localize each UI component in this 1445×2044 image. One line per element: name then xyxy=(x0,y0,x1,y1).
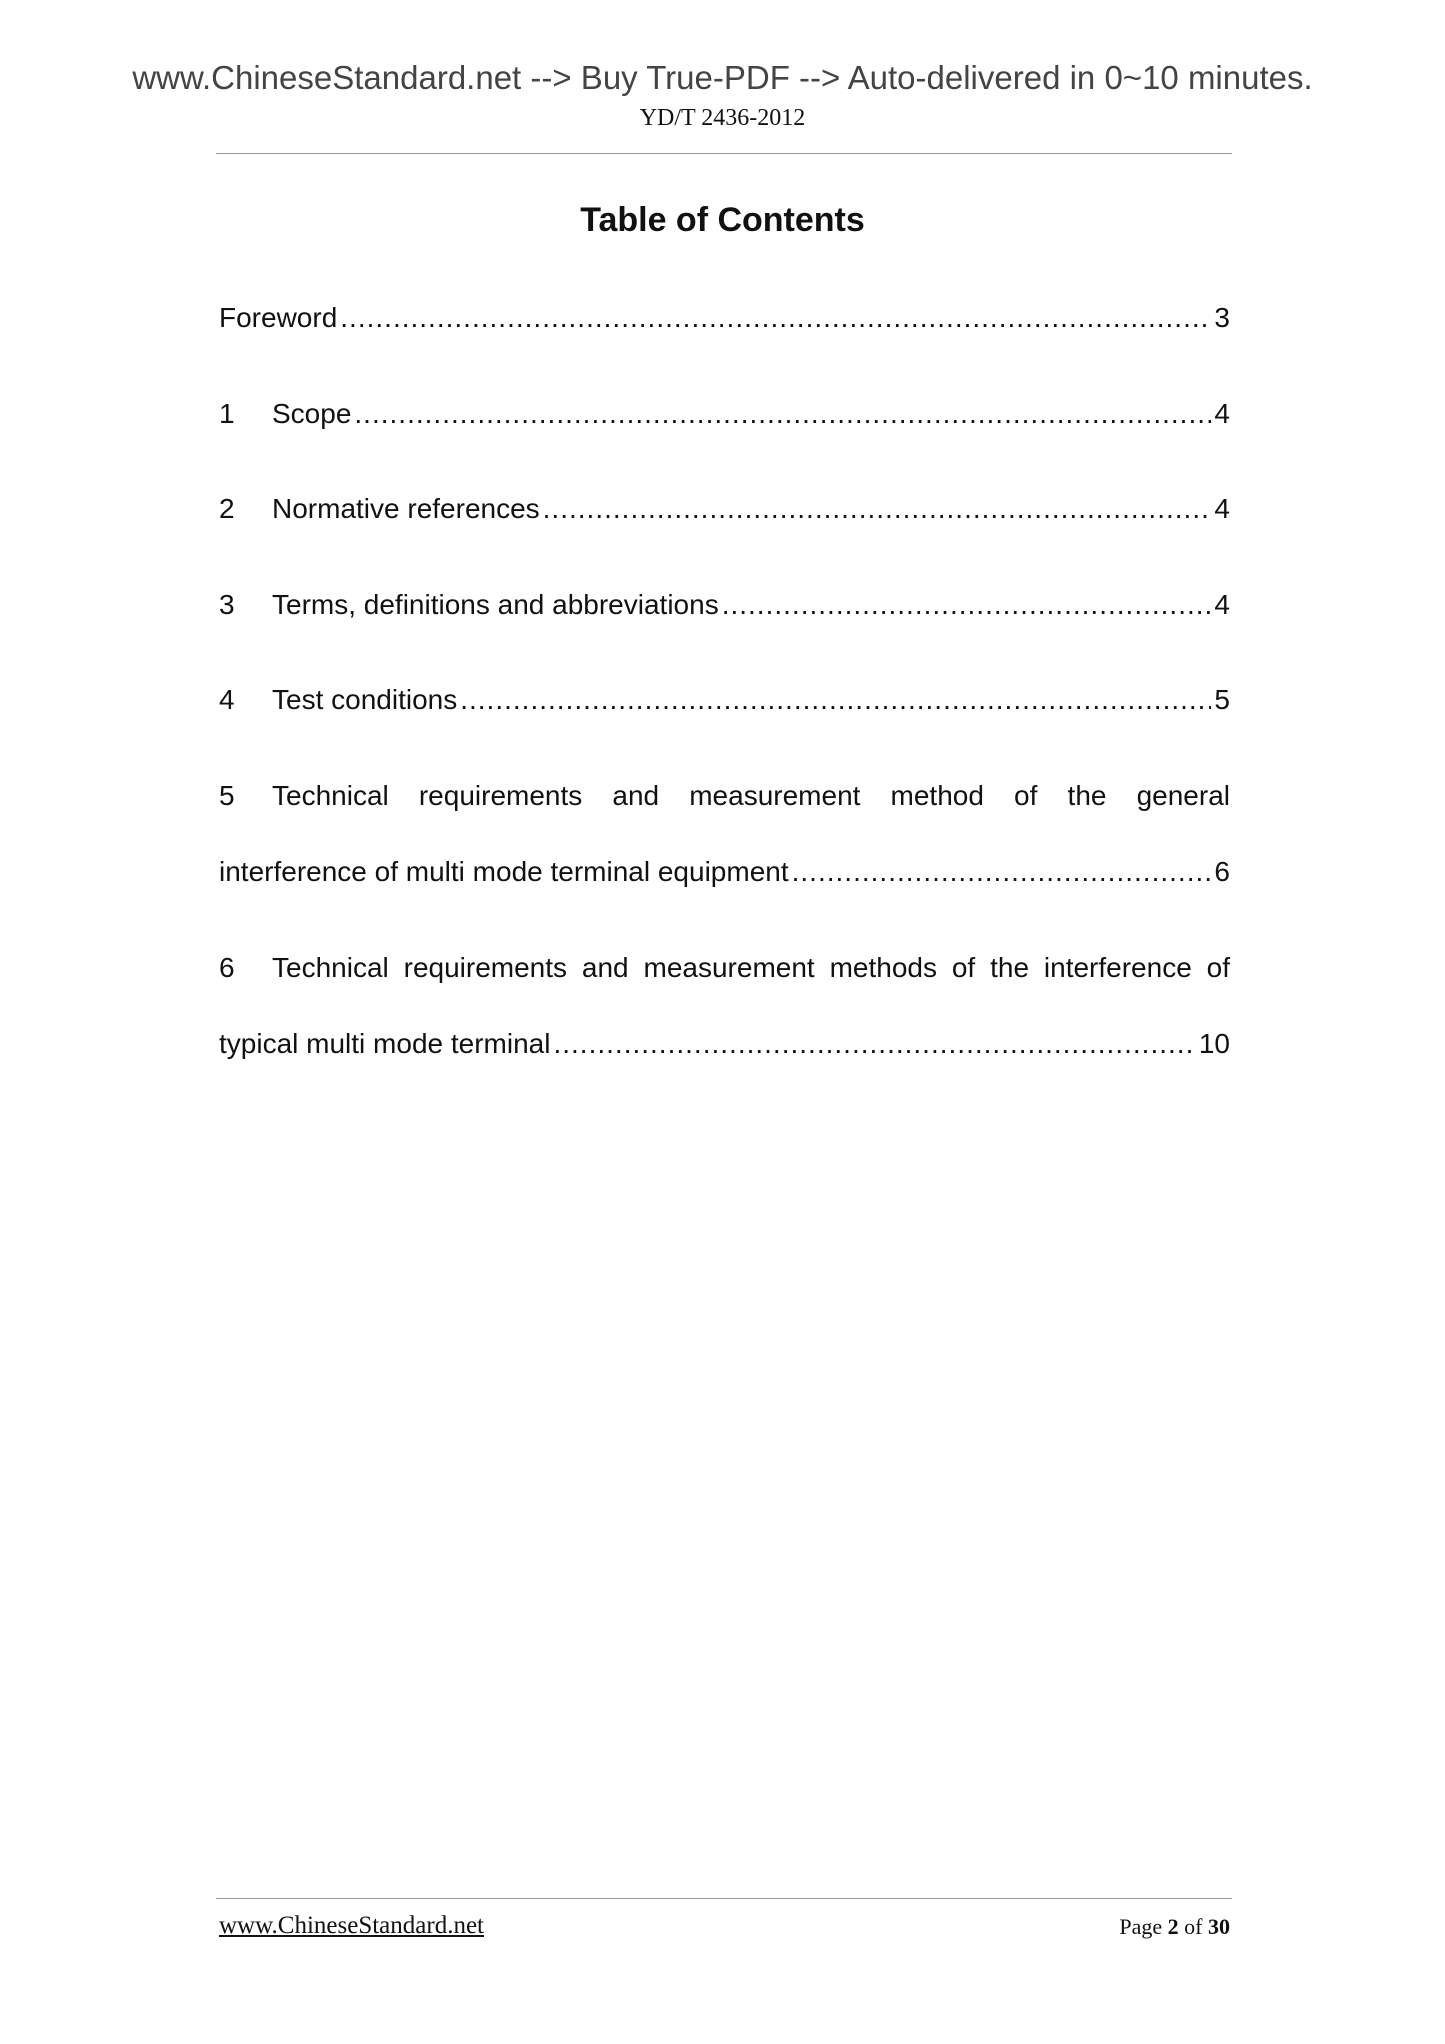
toc-entry-label: Foreword xyxy=(219,302,338,333)
toc-entry-page: 4 xyxy=(1214,493,1230,524)
toc-entry-normative-references[interactable] xyxy=(219,489,1230,529)
page-separator: of xyxy=(1184,1914,1203,1939)
footer-divider xyxy=(216,1898,1232,1899)
toc-entry-label: Scope xyxy=(272,398,352,429)
dot-leader xyxy=(340,298,1211,338)
toc-entry-label: Terms, definitions and abbreviations xyxy=(272,589,719,620)
toc-entry-page: 4 xyxy=(1214,398,1230,429)
toc-entry-test-conditions[interactable] xyxy=(219,680,1230,720)
page-prefix: Page xyxy=(1119,1914,1163,1939)
top-banner: www.ChineseStandard.net --> Buy True-PDF --> Auto-delivered in 0~10 minutes. xyxy=(132,59,1313,96)
toc-entry-label-line1: Technical requirements and measurement methods of the interference of xyxy=(272,952,1230,983)
toc-entry-number: 4 xyxy=(219,684,235,715)
dot-leader xyxy=(543,489,1212,529)
dot-leader xyxy=(722,585,1212,625)
toc-entry-label: Test conditions xyxy=(272,684,458,715)
page-indicator xyxy=(1119,1914,1230,1940)
toc-entry-number: 1 xyxy=(219,398,235,429)
toc-entry-general-interference[interactable] xyxy=(219,776,1230,892)
toc-entry-page: 4 xyxy=(1214,589,1230,620)
toc-entry-number: 5 xyxy=(219,780,235,811)
toc-entry-foreword[interactable] xyxy=(219,298,1230,338)
toc-entry-label-line1: Technical requirements and measurement method of the general xyxy=(272,780,1230,811)
dot-leader xyxy=(354,394,1211,434)
header-divider xyxy=(216,153,1232,154)
toc-entry-page: 6 xyxy=(1214,856,1230,887)
toc-entry-scope[interactable] xyxy=(219,394,1230,434)
toc-entry-label: Normative references xyxy=(272,493,540,524)
toc-entry-typical-interference[interactable] xyxy=(219,948,1230,1064)
toc-entry-number: 2 xyxy=(219,493,235,524)
standard-code: YD/T 2436-2012 xyxy=(639,105,806,131)
dot-leader xyxy=(792,852,1212,892)
toc-title: Table of Contents xyxy=(580,201,865,239)
toc-entry-page: 3 xyxy=(1214,302,1230,333)
current-page-number: 2 xyxy=(1167,1914,1179,1939)
toc-entry-label-line2: interference of multi mode terminal equipment xyxy=(219,856,789,887)
dot-leader xyxy=(460,680,1211,720)
toc-entry-page: 10 xyxy=(1198,1028,1230,1059)
toc-entry-label-line2: typical multi mode terminal xyxy=(219,1028,551,1059)
toc-entry-page: 5 xyxy=(1214,684,1230,715)
toc-entry-number: 6 xyxy=(219,952,235,983)
toc-entry-terms[interactable] xyxy=(219,585,1230,625)
footer-site-link[interactable]: www.ChineseStandard.net xyxy=(219,1912,484,1939)
toc-entry-number: 3 xyxy=(219,589,235,620)
dot-leader xyxy=(553,1024,1195,1064)
total-pages-number: 30 xyxy=(1208,1914,1230,1939)
